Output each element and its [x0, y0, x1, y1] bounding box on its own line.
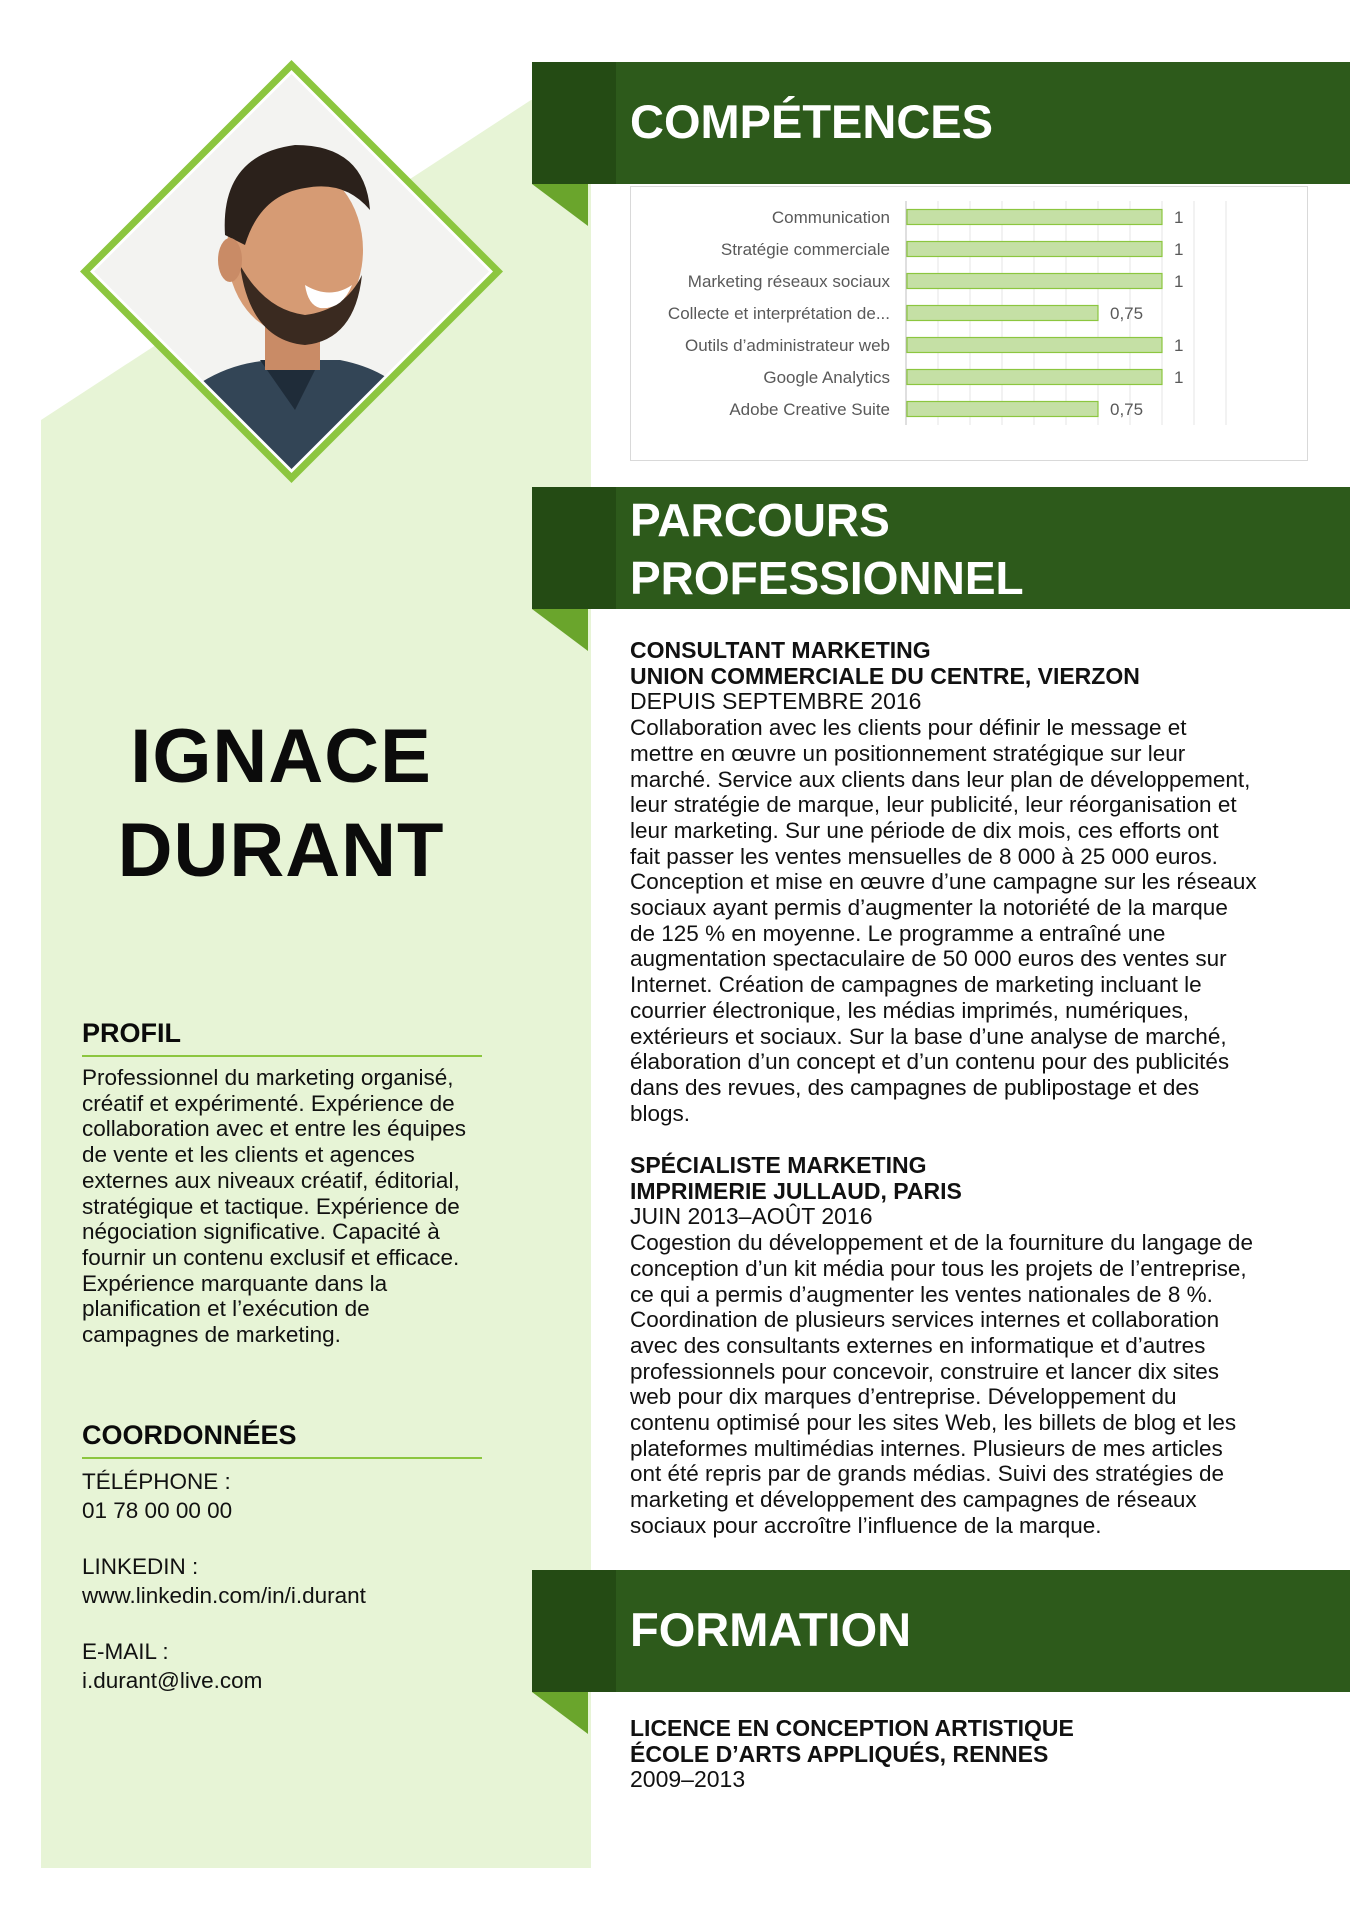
- education-banner: [532, 1570, 1350, 1692]
- desc-line: sociaux pour accroître l’influence de la marque.: [630, 1512, 1102, 1538]
- linkedin-label: LINKEDIN :: [82, 1554, 199, 1579]
- education-entry: [630, 1716, 1310, 1793]
- skills-chart-svg: [631, 187, 1307, 460]
- chart-category-label: Marketing réseaux sociaux: [687, 272, 890, 291]
- desc-line: marché. Service aux clients dans leur plan de développement,: [630, 766, 1251, 792]
- profile-heading: PROFIL: [82, 1018, 482, 1057]
- job-date: JUIN 2013–AOÛT 2016: [630, 1203, 873, 1230]
- desc-line: leur marketing. Sur une période de dix mois, ces efforts ont: [630, 817, 1219, 843]
- career-banner: [532, 487, 1350, 609]
- skills-banner: [532, 62, 1350, 184]
- chart-value-label: 1: [1174, 208, 1184, 227]
- chart-value-label: 1: [1174, 240, 1184, 259]
- job-company: UNION COMMERCIALE DU CENTRE, VIERZON: [630, 662, 1140, 689]
- desc-line: web pour dix marques d’entreprise. Développement du: [630, 1384, 1177, 1410]
- first-name: IGNACE: [130, 714, 432, 799]
- chart-value-label: 1: [1174, 336, 1184, 355]
- person-name: [41, 710, 521, 898]
- banner-edge: [532, 487, 616, 609]
- chart-value-label: 1: [1174, 368, 1184, 387]
- chart-category-label: Stratégie commerciale: [720, 240, 890, 259]
- desc-line: Internet. Création de campagnes de marketing incluant le: [630, 972, 1202, 998]
- desc-line: leur stratégie de marque, leur publicité, leur réorganisation et: [630, 792, 1237, 818]
- desc-line: conception d’un kit média pour tous les projets de l’entreprise,: [630, 1255, 1247, 1281]
- job-title: CONSULTANT MARKETING: [630, 637, 931, 663]
- phone-value: 01 78 00 00 00: [82, 1498, 233, 1523]
- desc-line: marketing et développement des campagnes de réseaux: [630, 1487, 1197, 1513]
- education-heading: FORMATION: [630, 1603, 912, 1656]
- phone-label: TÉLÉPHONE :: [82, 1469, 231, 1494]
- career-heading-line1: PARCOURS: [630, 494, 890, 546]
- banner-edge: [532, 62, 616, 184]
- skills-chart: [630, 186, 1308, 461]
- school: ÉCOLE D’ARTS APPLIQUÉS, RENNES: [630, 1740, 1049, 1767]
- desc-line: avec des consultants externes en informatique et d’autres: [630, 1332, 1206, 1358]
- chart-bars: [668, 208, 1184, 419]
- desc-line: ce qui a permis d’augmenter les ventes nationales de 8 %.: [630, 1281, 1213, 1307]
- job-title: SPÉCIALISTE MARKETING: [630, 1152, 927, 1178]
- career-heading-line2: PROFESSIONNEL: [630, 552, 1024, 604]
- chart-bar: [907, 306, 1098, 321]
- job-description: [630, 1230, 1310, 1538]
- job-company: IMPRIMERIE JULLAUD, PARIS: [630, 1177, 962, 1204]
- desc-line: plateformes multimédias internes. Plusieurs de mes articles: [630, 1435, 1223, 1461]
- desc-line: professionnels pour concevoir, construire et lancer dix sites: [630, 1358, 1220, 1384]
- desc-line: extérieurs et sociaux. Sur la base d’une analyse de marché,: [630, 1023, 1227, 1049]
- chart-bar: [907, 370, 1162, 385]
- chart-bar: [907, 210, 1162, 225]
- desc-line: Coordination de plusieurs services internes et collaboration: [630, 1307, 1220, 1333]
- chart-category-label: Outils d’administrateur web: [684, 336, 890, 355]
- desc-line: contenu optimisé pour les sites Web, les billets de blog et les: [630, 1410, 1237, 1436]
- chart-category-label: Communication: [771, 208, 890, 227]
- skills-heading: COMPÉTENCES: [630, 95, 993, 148]
- career-heading: [630, 491, 1340, 607]
- job-date: DEPUIS SEPTEMBRE 2016: [630, 688, 922, 715]
- chart-value-label: 0,75: [1110, 400, 1144, 419]
- desc-line: dans des revues, des campagnes de publipostage et des: [630, 1074, 1200, 1100]
- desc-line: de 125 % en moyenne. Le programme a entraîné une: [630, 920, 1166, 946]
- desc-line: ont été repris par de grands médias. Suivi des stratégies de: [630, 1461, 1225, 1487]
- last-name: DURANT: [117, 808, 445, 893]
- banner-fold: [532, 1692, 588, 1734]
- banner-fold: [532, 609, 588, 651]
- linkedin-value[interactable]: www.linkedin.com/in/i.durant: [82, 1583, 366, 1608]
- desc-line: blogs.: [630, 1100, 691, 1126]
- chart-bar: [907, 274, 1162, 289]
- desc-line: courrier électronique, les médias imprimés, numériques,: [630, 997, 1189, 1023]
- profile-section: [82, 1018, 482, 1348]
- desc-line: sociaux ayant permis d’augmenter la notoriété de la marque: [630, 895, 1228, 921]
- desc-line: mettre en œuvre un positionnement stratégique sur leur: [630, 740, 1186, 766]
- education-years: 2009–2013: [630, 1766, 746, 1793]
- contact-phone: [82, 1467, 482, 1525]
- contact-linkedin: [82, 1552, 482, 1610]
- degree: LICENCE EN CONCEPTION ARTISTIQUE: [630, 1715, 1074, 1741]
- contact-section: [82, 1420, 482, 1722]
- email-label: E-MAIL :: [82, 1639, 169, 1664]
- avatar: [80, 60, 503, 483]
- chart-category-label: Adobe Creative Suite: [729, 400, 890, 419]
- chart-value-label: 1: [1174, 272, 1184, 291]
- contact-heading: COORDONNÉES: [82, 1420, 482, 1459]
- chart-bar: [907, 338, 1162, 353]
- desc-line: Conception et mise en œuvre d’une campagne sur les réseaux: [630, 869, 1257, 895]
- job-description: [630, 715, 1310, 1126]
- contact-email: [82, 1637, 482, 1695]
- desc-line: fait passer les ventes mensuelles de 8 000 à 25 000 euros.: [630, 843, 1218, 869]
- chart-value-label: 0,75: [1110, 304, 1144, 323]
- desc-line: élaboration d’un concept et d’un contenu pour des publicités: [630, 1049, 1230, 1075]
- banner-fold: [532, 184, 588, 226]
- chart-category-label: Collecte et interprétation de...: [667, 304, 890, 323]
- email-value[interactable]: i.durant@live.com: [82, 1668, 263, 1693]
- banner-edge: [532, 1570, 616, 1692]
- chart-bar: [907, 242, 1162, 257]
- desc-line: Collaboration avec les clients pour définir le message et: [630, 715, 1187, 741]
- profile-text: Professionnel du marketing organisé, créatif et expérimenté. Expérience de collaboration avec et entre les équipes de vente et les clients et agences externes aux niveaux créatif, éditorial, stratégique et tactique. Expérience de négociation significative. Capacité à fournir un contenu exclusif et efficace. Expérience marquante dans la planification et l’exécution de campagnes de marketing.: [82, 1065, 466, 1348]
- job-entry: [630, 1153, 1310, 1539]
- desc-line: augmentation spectaculaire de 50 000 euros des ventes sur: [630, 946, 1227, 972]
- chart-category-label: Google Analytics: [763, 368, 890, 387]
- desc-line: Cogestion du développement et de la fourniture du langage de: [630, 1230, 1253, 1256]
- job-entry: [630, 638, 1310, 1126]
- chart-bar: [907, 402, 1098, 417]
